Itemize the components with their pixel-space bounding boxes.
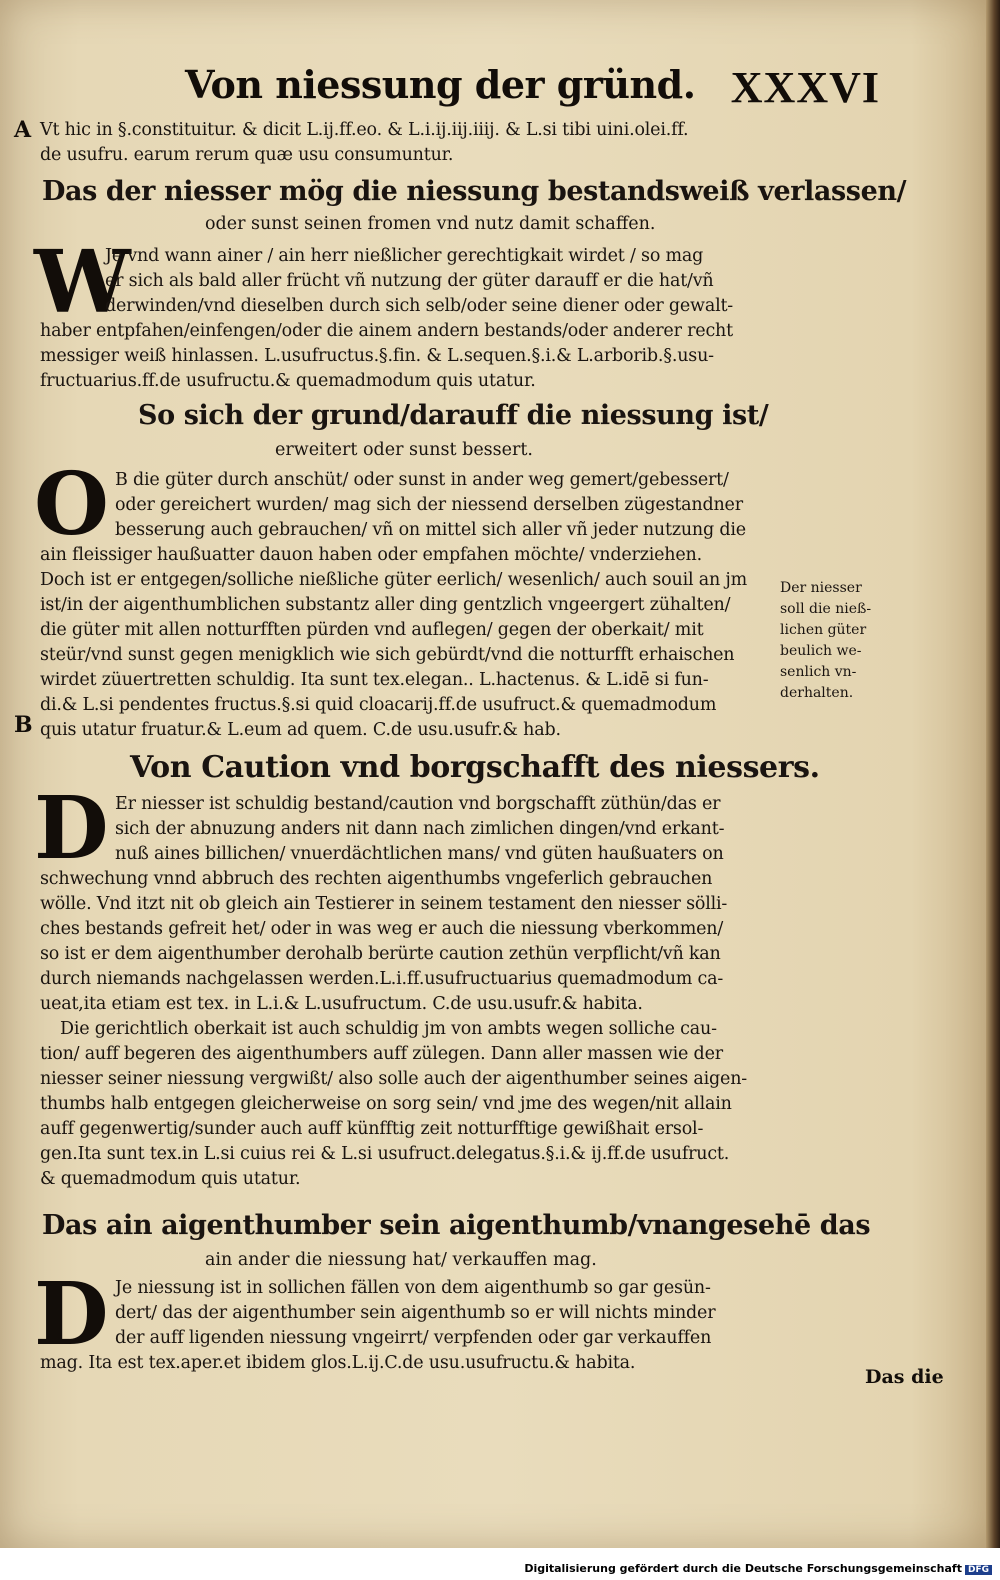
body-line: Doch ist er entgegen/solliche nießliche güter eerlich/ wesenlich/ auch souil an jm xyxy=(40,570,748,590)
section-title: Das der niesser mög die niessung bestandsweiß verlassen/ xyxy=(42,176,907,207)
signature-mark-a: A xyxy=(14,117,32,143)
body-line: dert/ das der aigenthumber sein aigenthumb so er will nichts minder xyxy=(115,1303,716,1323)
section-subtitle: ain ander die niessung hat/ verkauffen mag. xyxy=(205,1250,597,1270)
margin-note-line: derhalten. xyxy=(780,685,854,701)
body-line: er sich als bald aller frücht vñ nutzung der güter darauff er die hat/vñ xyxy=(105,271,714,291)
dfg-logo: DFG xyxy=(965,1565,992,1575)
running-title: Von niessung der gründ. xyxy=(185,62,696,107)
body-line: sich der abnuzung anders nit dann nach zimlichen dingen/vnd erkant- xyxy=(115,819,725,839)
intro-line-1: Vt hic in §.constituitur. & dicit L.ij.ff.eo. & L.i.ij.iij.iiij. & L.si tibi uini.olei.ff. xyxy=(40,120,689,140)
section-subtitle: oder sunst seinen fromen vnd nutz damit schaffen. xyxy=(205,214,656,234)
body-line: so ist er dem aigenthumber derohalb berürte caution zethün verpflicht/vñ kan xyxy=(40,944,721,964)
body-line: B die güter durch anschüt/ oder sunst in ander weg gemert/gebessert/ xyxy=(115,470,729,490)
body-line: auff gegenwertig/sunder auch auff künfftig zeit notturfftige gewißhait ersol- xyxy=(40,1119,704,1139)
margin-note-line: soll die nieß- xyxy=(780,601,872,617)
margin-note xyxy=(780,578,871,704)
body-line: Je vnd wann ainer / ain herr nießlicher gerechtigkait wirdet / so mag xyxy=(105,246,704,266)
funding-credit-text: Digitalisierung gefördert durch die Deutsche Forschungsgemeinschaft xyxy=(524,1562,962,1575)
body-line: derwinden/vnd dieselben durch sich selb/oder seine diener oder gewalt- xyxy=(105,296,734,316)
body-line: schwechung vnnd abbruch des rechten aigenthumbs vngeferlich gebrauchen xyxy=(40,869,713,889)
body-line: Er niesser ist schuldig bestand/caution vnd borgschafft züthün/das er xyxy=(115,794,721,814)
body-line: tion/ auff begeren des aigenthumbers auff zülegen. Dann aller massen wie der xyxy=(40,1044,723,1064)
signature-mark-b: B xyxy=(14,712,33,738)
body-line: Die gerichtlich oberkait ist auch schuldig jm von ambts wegen solliche cau- xyxy=(60,1019,717,1039)
catchword: Das die xyxy=(865,1366,944,1388)
body-line: wölle. Vnd itzt nit ob gleich ain Testierer in seinem testament den niesser sölli- xyxy=(40,894,728,914)
body-line: ches bestands gefreit het/ oder in was weg er auch die niessung vberkommen/ xyxy=(40,919,724,939)
body-line: durch niemands nachgelassen werden.L.i.ff.usufructuarius quemadmodum ca- xyxy=(40,969,724,989)
body-line: wirdet züuertretten schuldig. Ita sunt tex.elegan.. L.hactenus. & L.idē si fun- xyxy=(40,670,709,690)
margin-note-line: lichen güter xyxy=(780,622,867,638)
funding-credit xyxy=(524,1562,992,1575)
body-line: steür/vnd sunst gegen menigklich wie sich gebürdt/vnd die notturfft erhaischen xyxy=(40,645,735,665)
body-line: die güter mit allen notturfften pürden vnd auflegen/ gegen der oberkait/ mit xyxy=(40,620,704,640)
margin-note-line: senlich vn- xyxy=(780,664,857,680)
section-title: Das ain aigenthumber sein aigenthumb/vnangesehē das xyxy=(42,1210,871,1241)
body-line: der auff ligenden niessung vngeirrt/ verpfenden oder gar verkauffen xyxy=(115,1328,712,1348)
body-line: besserung auch gebrauchen/ vñ on mittel sich aller vñ jeder nutzung die xyxy=(115,520,746,540)
body-line: mag. Ita est tex.aper.et ibidem glos.L.ij.C.de usu.usufructu.& habita. xyxy=(40,1353,636,1373)
section-title: So sich der grund/darauff die niessung ist/ xyxy=(138,400,769,431)
body-line: ist/in der aigenthumblichen substantz aller ding gentzlich vngeergert zühalten/ xyxy=(40,595,731,615)
drop-cap: D xyxy=(34,1264,109,1365)
body-line: thumbs halb entgegen gleicherweise on sorg sein/ vnd jme des wegen/nit allain xyxy=(40,1094,732,1114)
margin-note-line: beulich we- xyxy=(780,643,862,659)
drop-cap: W xyxy=(34,232,131,333)
body-line: oder gereichert wurden/ mag sich der niessend derselben zügestandner xyxy=(115,495,743,515)
folio-number: XXXVI xyxy=(730,63,880,112)
body-line: haber entpfahen/einfengen/oder die ainem andern bestands/oder anderer recht xyxy=(40,321,733,341)
body-line: Je niessung ist in sollichen fällen von dem aigenthumb so gar gesün- xyxy=(115,1278,711,1298)
margin-note-line: Der niesser xyxy=(780,580,862,596)
body-line: messiger weiß hinlassen. L.usufructus.§.fin. & L.sequen.§.i.& L.arborib.§.usu- xyxy=(40,346,714,366)
body-line: & quemadmodum quis utatur. xyxy=(40,1169,301,1189)
section-title: Von Caution vnd borgschafft des niessers. xyxy=(130,750,820,785)
intro-line-2: de usufru. earum rerum quæ usu consumuntur. xyxy=(40,145,454,165)
page-edge-shadow xyxy=(986,0,1000,1548)
body-line: ain fleissiger haußuatter dauon haben oder empfahen möchte/ vnderziehen. xyxy=(40,545,702,565)
body-line: ueat,ita etiam est tex. in L.i.& L.usufructum. C.de usu.usufr.& habita. xyxy=(40,994,643,1014)
drop-cap: D xyxy=(34,778,109,879)
body-line: fructuarius.ff.de usufructu.& quemadmodum quis utatur. xyxy=(40,371,536,391)
body-line: di.& L.si pendentes fructus.§.si quid cloacarij.ff.de usufruct.& quemadmodum xyxy=(40,695,717,715)
body-line: quis utatur fruatur.& L.eum ad quem. C.de usu.usufr.& hab. xyxy=(40,720,561,740)
section-subtitle: erweitert oder sunst bessert. xyxy=(275,440,533,460)
body-line: nuß aines billichen/ vnuerdächtlichen mans/ vnd güten haußuaters on xyxy=(115,844,724,864)
body-line: gen.Ita sunt tex.in L.si cuius rei & L.si usufruct.delegatus.§.i.& ij.ff.de usufruct. xyxy=(40,1144,730,1164)
drop-cap: O xyxy=(34,454,109,555)
body-line: niesser seiner niessung vergwißt/ also solle auch der aigenthumber seines aigen- xyxy=(40,1069,747,1089)
